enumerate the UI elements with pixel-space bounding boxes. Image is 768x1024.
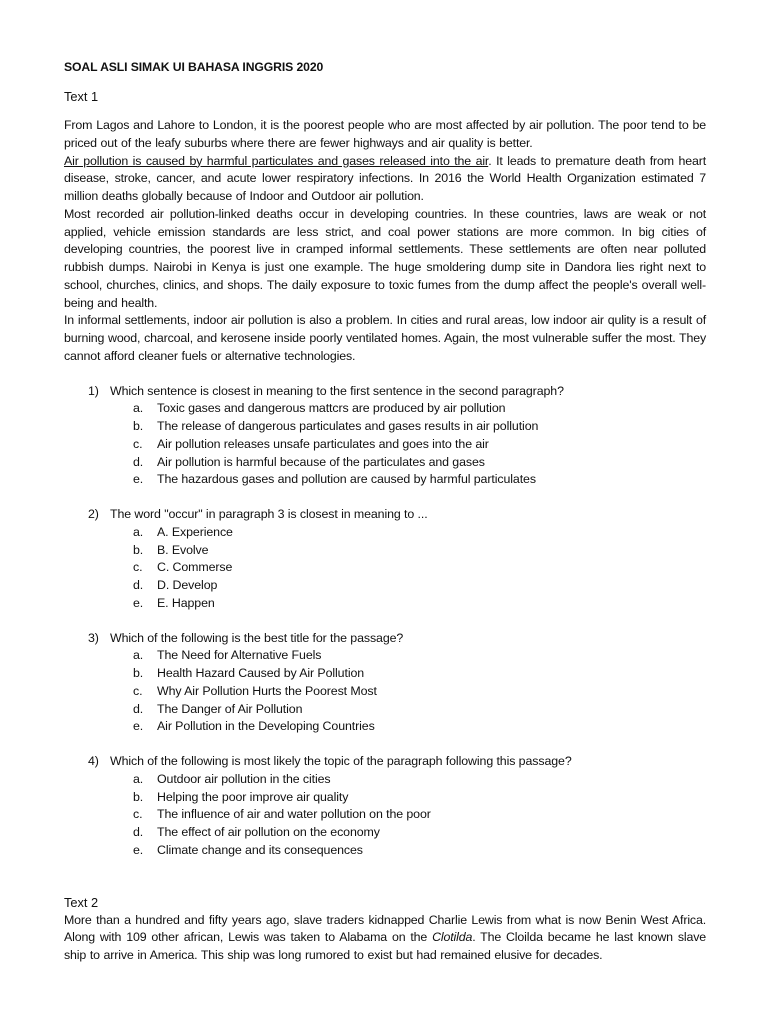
option-text: Toxic gases and dangerous mattcrs are produced by air pollution xyxy=(157,401,506,416)
option-letter: e. xyxy=(133,595,144,610)
question-stem xyxy=(64,383,706,401)
question-text: The word "occur" in paragraph 3 is closest in meaning to ... xyxy=(110,507,428,521)
option-text: Climate change and its consequences xyxy=(157,842,363,857)
option-letter: c. xyxy=(133,807,143,822)
ship-name-italic: Clotilda xyxy=(432,930,473,945)
option-letter: a. xyxy=(133,648,144,663)
question-4 xyxy=(64,753,706,860)
option-text: Air Pollution in the Developing Countries xyxy=(157,719,375,734)
option-letter: b. xyxy=(133,666,144,680)
option-d xyxy=(64,454,706,472)
option-text: The Danger of Air Pollution xyxy=(157,701,303,716)
option-text: Health Hazard Caused by Air Pollution xyxy=(157,666,365,680)
text1-paragraph-4: In informal settlements, indoor air pollution is also a problem. In cities and rural areas, low indoor air qulity is a result of burning wood, charcoal, and kerosene inside poorly ventilated homes. Again, the most vulnerable suffer the most. They cannot afford cleaner fuels or alternative technologies. xyxy=(64,313,706,363)
text1-label: Text 1 xyxy=(64,89,99,104)
option-b xyxy=(64,418,706,436)
option-text: C. Commerse xyxy=(157,560,233,575)
question-number: 4) xyxy=(88,754,99,768)
text1-paragraph-2 xyxy=(64,153,706,206)
option-letter: e. xyxy=(133,472,144,487)
option-letter: a. xyxy=(133,401,144,416)
option-letter: d. xyxy=(133,825,144,839)
option-a xyxy=(64,400,706,418)
option-text: Why Air Pollution Hurts the Poorest Most xyxy=(157,683,377,698)
option-letter: a. xyxy=(133,524,144,539)
option-letter: e. xyxy=(133,842,144,857)
option-letter: d. xyxy=(133,454,144,469)
question-3 xyxy=(64,630,706,737)
option-e xyxy=(64,595,706,613)
option-letter: a. xyxy=(133,771,144,786)
option-text: The effect of air pollution on the economy xyxy=(157,825,380,839)
option-c xyxy=(64,806,706,824)
option-text: The release of dangerous particulates and gases results in air pollution xyxy=(157,419,539,433)
option-e xyxy=(64,471,706,489)
underlined-sentence: Air pollution is caused by harmful particulates and gases released into the air xyxy=(64,153,489,168)
question-text: Which sentence is closest in meaning to the first sentence in the second paragraph? xyxy=(110,383,564,398)
option-letter: c. xyxy=(133,436,143,451)
option-text: The influence of air and water pollution on the poor xyxy=(157,807,431,822)
option-d xyxy=(64,824,706,842)
option-text: B. Evolve xyxy=(157,542,209,557)
option-letter: d. xyxy=(133,701,144,716)
option-text: A. Experience xyxy=(157,524,233,539)
option-d xyxy=(64,701,706,719)
option-text: The hazardous gases and pollution are caused by harmful particulates xyxy=(157,472,536,487)
option-a xyxy=(64,647,706,665)
text1-paragraph-3: Most recorded air pollution-linked deaths occur in developing countries. In these countries, laws are weak or not applied, vehicle emission standards are less strict, and coal power stations are more common. In big cities of developing countries, the poorest live in cramped informal settlements. These settlements are often near polluted rubbish dumps. Nairobi in Kenya is just one example. The huge smoldering dump site in Dandora lies right next to school, churches, clinics, and shops. The daily exposure to toxic fumes from the dump affect the people's overall well-being and health. xyxy=(64,206,706,310)
text1-paragraph-1: From Lagos and Lahore to London, it is the poorest people who are most affected by air pollution. The poor tend to be priced out of the leafy suburbs where there are fewer highways and air quality is better. xyxy=(64,118,706,150)
option-d xyxy=(64,577,706,595)
option-e xyxy=(64,842,706,860)
spacer xyxy=(64,860,706,894)
option-c xyxy=(64,436,706,454)
document-page xyxy=(64,58,706,965)
option-e xyxy=(64,718,706,736)
option-a xyxy=(64,524,706,542)
text1-passage xyxy=(64,117,706,366)
question-stem xyxy=(64,753,706,771)
option-b xyxy=(64,665,706,683)
option-letter: d. xyxy=(133,578,144,592)
question-1 xyxy=(64,383,706,490)
paragraph-2-rest: . It leads to premature death from heart disease, stroke, cancer, and acute lower respiratory infections. In 2016 the World Health Organization estimated 7 million deaths globally because of Indoor and Outdoor air pollution. xyxy=(64,153,706,203)
option-c xyxy=(64,683,706,701)
option-letter: b. xyxy=(133,419,144,433)
text2-paragraph-1 xyxy=(64,912,706,965)
option-text: D. Develop xyxy=(157,578,218,592)
question-stem xyxy=(64,630,706,648)
question-2 xyxy=(64,506,706,613)
question-number: 2) xyxy=(88,507,99,521)
option-text: Helping the poor improve air quality xyxy=(157,789,349,804)
text2-part-2: . The Cloilda became he last known slave ship to arrive in America. This ship was long rumored to exist but had remained elusive for decades. xyxy=(64,930,706,962)
question-stem xyxy=(64,506,706,524)
text2-label: Text 2 xyxy=(64,894,99,910)
option-b xyxy=(64,542,706,560)
option-letter: c. xyxy=(133,560,143,575)
option-letter: e. xyxy=(133,719,144,734)
option-a xyxy=(64,771,706,789)
text2-part-1: More than a hundred and fifty years ago, slave traders kidnapped Charlie Lewis from what is now Benin West Africa. Along with 109 other african, Lewis was taken to Alabama on the xyxy=(64,912,706,945)
option-text: The Need for Alternative Fuels xyxy=(157,648,322,663)
question-text: Which of the following is the best title for the passage? xyxy=(110,630,404,645)
option-letter: c. xyxy=(133,683,143,698)
question-number: 1) xyxy=(88,383,99,398)
option-b xyxy=(64,789,706,807)
question-text: Which of the following is most likely the topic of the paragraph following this passage? xyxy=(110,754,572,768)
option-letter: b. xyxy=(133,542,144,557)
option-text: Air pollution releases unsafe particulates and goes into the air xyxy=(157,436,489,451)
option-c xyxy=(64,559,706,577)
option-text: Outdoor air pollution in the cities xyxy=(157,771,331,786)
option-letter: b. xyxy=(133,789,144,804)
question-number: 3) xyxy=(88,630,99,645)
option-text: E. Happen xyxy=(157,595,215,610)
option-text: Air pollution is harmful because of the particulates and gases xyxy=(157,454,485,469)
document-title: SOAL ASLI SIMAK UI BAHASA INGGRIS 2020 xyxy=(64,60,324,74)
